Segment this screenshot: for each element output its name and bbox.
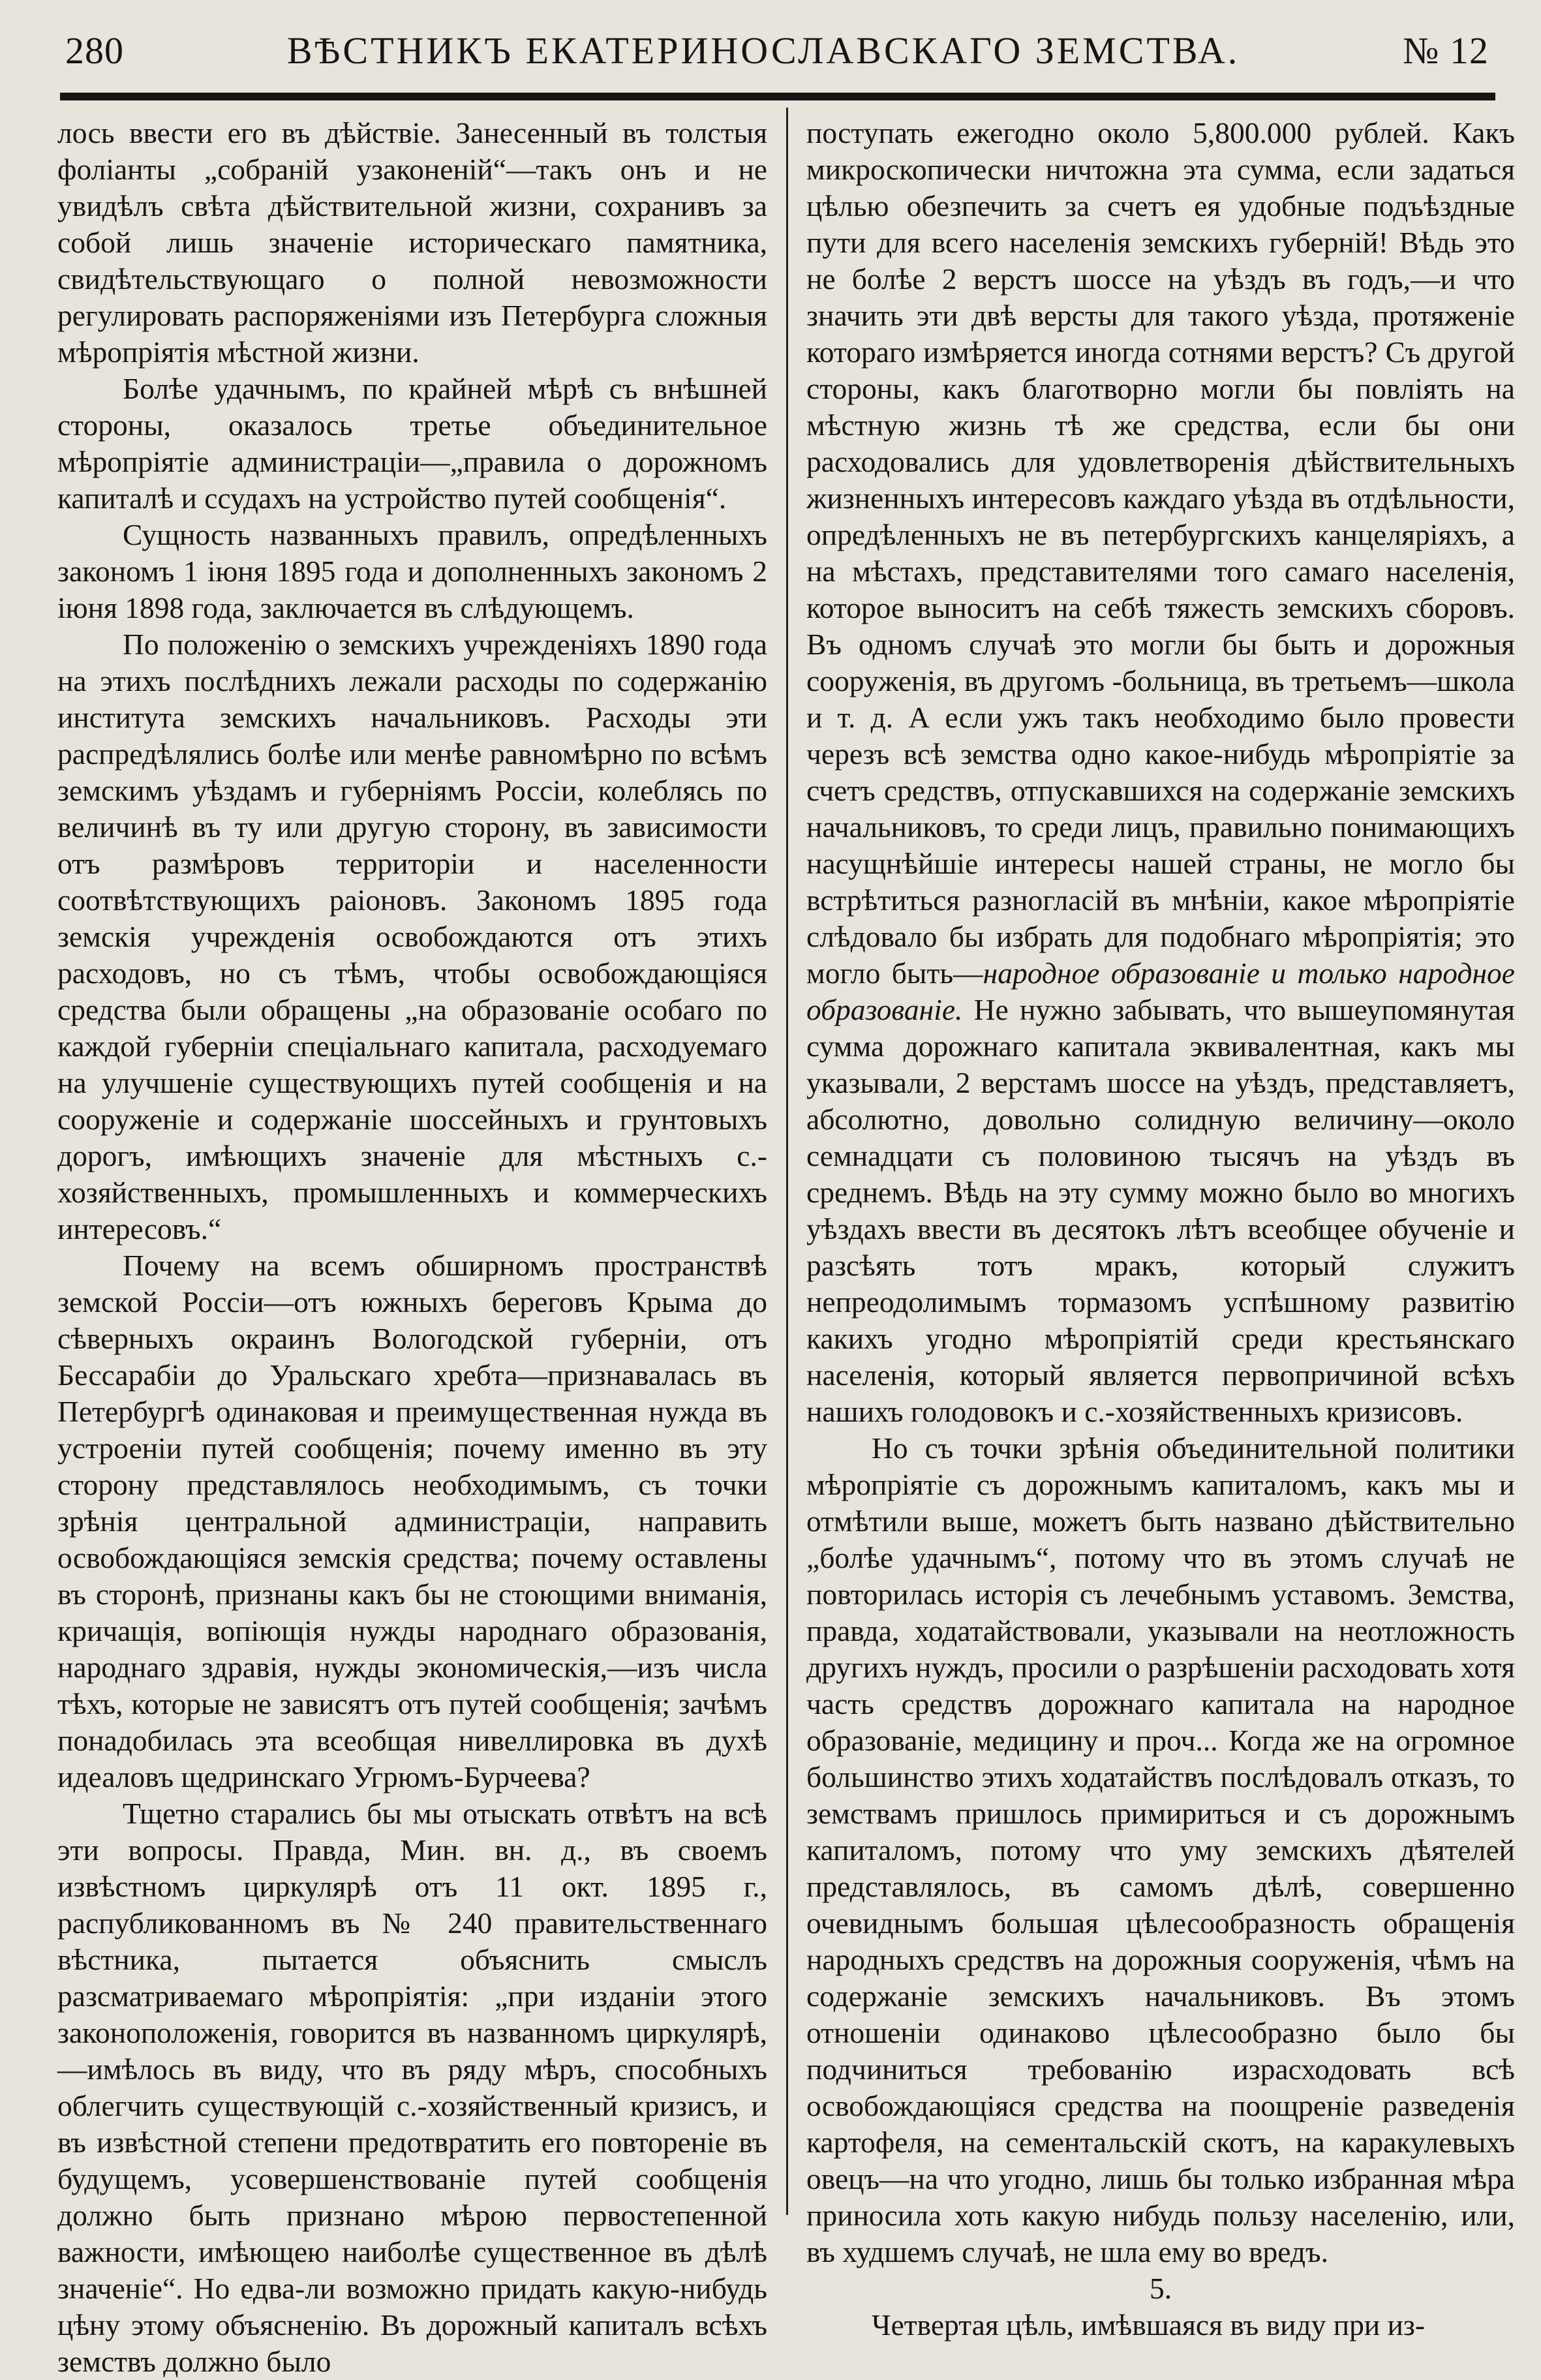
paragraph: Сущность названныхъ правилъ, опредѣленныхъ закономъ 1 іюня 1895 года и дополненныхъ закономъ 2 іюня 1898 года, заключается въ слѣдующемъ. — [57, 518, 767, 624]
section-number: 5. — [1149, 2272, 1172, 2305]
paragraph: Четвертая цѣль, имѣвшаяся въ виду при из- — [872, 2308, 1426, 2342]
paragraph-text: поступать ежегодно около 5,800.000 рублей. Какъ микроскопически ничтожна эта сумма, если задаться цѣлью обезпечить за счетъ ея удобные подъѣздные пути для всего населенія земскихъ губерній! Вѣдь это не болѣе 2 верстъ шоссе на уѣздъ въ годъ,—и что значить эти двѣ версты для такого уѣзда, протяженіе котораго измѣряется иногда сотнями верстъ? Съ другой стороны, какъ благотворно могли бы повліять на мѣстную жизнь тѣ же средства, если бы они расходовались для удовлетворенія дѣйствительныхъ жизненныхъ интересовъ каждаго уѣзда въ отдѣльности, опредѣленныхъ не въ петербургскихъ канцеляріяхъ, а на мѣстахъ, представителями того самаго населенія, которое выноситъ на себѣ тяжесть земскихъ сборовъ. Въ одномъ случаѣ это могли бы быть и дорожныя сооруженія, въ другомъ -больница, въ третьемъ—школа и т. д. А если ужъ такъ необходимо было провести черезъ всѣ земства одно какое-нибудь мѣропріятіе за счетъ средствъ, отпускавшихся на содержаніе земскихъ начальниковъ, то среди лицъ, правильно понимающихъ насущнѣйшіе интересы нашей страны, не могло бы встрѣтиться разногласій въ мнѣніи, какое мѣропріятіе слѣдовало бы избрать для подобнаго мѣропріятія; это могло быть— — [806, 116, 1515, 990]
page-number: 280 — [65, 29, 124, 72]
paragraph — [806, 115, 1515, 1430]
paragraph: Но съ точки зрѣнія объединительной политики мѣропріятіе съ дорожнымъ капиталомъ, какъ мы и отмѣтили выше, можетъ быть названо дѣйствительно „болѣе удачнымъ“, потому что въ этомъ случаѣ не повторилась исторія съ лечебнымъ уставомъ. Земства, правда, ходатайствовали, указывали на неотложность другихъ нуждъ, просили о разрѣшеніи расходовать хотя часть средствъ дорожнаго капитала на народное образованіе, медицину и проч... Когда же на огромное большинство этихъ ходатайствъ послѣдовалъ отказъ, то земствамъ пришлось примириться и съ дорожнымъ капиталомъ, потому что уму земскихъ дѣятелей представлялось, въ самомъ дѣлѣ, совершенно очевиднымъ большая цѣлесообразность обращенія народныхъ средствъ на дорожныя сооруженія, чѣмъ на содержаніе земскихъ начальниковъ. Въ этомъ отношеніи одинаково цѣлесообразно было бы подчиниться требованію израсходовать всѣ освобождающіяся средства на поощреніе разведенія картофеля, на сементальскій скотъ, на каракулевыхъ овецъ—на что угодно, лишь бы только избранная мѣра приносила хоть какую нибудь пользу населенію, или, въ худшемъ случаѣ, не шла ему во вредъ. — [806, 1431, 1515, 2268]
page-header — [65, 14, 1489, 86]
right-column — [806, 115, 1515, 2342]
column-divider — [786, 108, 788, 2215]
paragraph-text: Не нужно забывать, что вышеупомянутая сумма дорожнаго капитала эквивалентная, какъ мы указывали, 2 верстамъ шоссе на уѣздъ, представляетъ, абсолютно, довольно солидную величину—около семнадцати съ половиною тысячъ на уѣздъ въ среднемъ. Вѣдь на эту сумму можно было во многихъ уѣздахъ ввести въ десятокъ лѣтъ всеобщее обученіе и разсѣять тотъ мракъ, который служитъ непреодолимымъ тормазомъ успѣшному развитію какихъ угодно мѣропріятій среди крестьянскаго населенія, который является первопричиной всѣхъ нашихъ голодовокъ и с.-хозяйственныхъ кризисовъ. — [806, 993, 1515, 1428]
journal-title: ВѢСТНИКЪ ЕКАТЕРИНОСЛАВСКАГО ЗЕМСТВА. — [286, 29, 1240, 72]
issue-number: № 12 — [1403, 29, 1489, 72]
header-rule — [60, 93, 1495, 100]
paragraph: Болѣе удачнымъ, по крайней мѣрѣ съ внѣшней стороны, оказалось третье объединительное мѣропріятіе администраціи—„правила о дорожномъ капиталѣ и ссудахъ на устройство путей сообщенія“. — [57, 372, 767, 515]
italic-emphasis: народное образованіе и только народное образованіе. — [806, 956, 1515, 1026]
paragraph: лось ввести его въ дѣйствіе. Занесенный въ толстыя фоліанты „собраній узаконеній“—такъ онъ и не увидѣлъ свѣта дѣйствительной жизни, сохранивъ за собой лишь значеніе историческаго памятника, свидѣтельствующаго о полной невозможности регулировать распоряженіями изъ Петербурга сложныя мѣропріятія мѣстной жизни. — [57, 116, 767, 369]
paragraph: По положенію о земскихъ учрежденіяхъ 1890 года на этихъ послѣднихъ лежали расходы по содержанію института земскихъ начальниковъ. Расходы эти распредѣлялись болѣе или менѣе равномѣрно по всѣмъ земскимъ уѣздамъ и губерніямъ Россіи, колеблясь по величинѣ въ ту или другую сторону, въ зависимости отъ размѣровъ территоріи и населенности соотвѣтствующихъ раіоновъ. Закономъ 1895 года земскія учрежденія освобождаются отъ этихъ расходовъ, но съ тѣмъ, чтобы освобождающіяся средства были обращены „на образованіе особаго по каждой губерніи спеціальнаго капитала, расходуемаго на улучшеніе существующихъ путей сообщенія и на сооруженіе и содержаніе шоссейныхъ и грунтовыхъ дорогъ, имѣющихъ значеніе для мѣстныхъ с.-хозяйственныхъ, промышленныхъ и коммерческихъ интересовъ.“ — [57, 628, 767, 1245]
left-column — [57, 115, 767, 2378]
paragraph: Тщетно старались бы мы отыскать отвѣтъ на всѣ эти вопросы. Правда, Мин. вн. д., въ своемъ извѣстномъ циркулярѣ отъ 11 окт. 1895 г., распубликованномъ въ № 240 правительственнаго вѣстника, пытается объяснить смыслъ разсматриваемаго мѣропріятія: „при изданіи этого законоположенія, говорится въ названномъ циркулярѣ,—имѣлось въ виду, что въ ряду мѣръ, способныхъ облегчить существующій с.-хозяйственный кризисъ, и въ извѣстной степени предотвратить его повтореніе въ будущемъ, усовершенствованіе путей сообщенія должно быть признано мѣрою первостепенной важности, имѣющею наиболѣе существенное въ дѣлѣ значеніе“. Но едва-ли возможно придать какую-нибудь цѣну этому объясненію. Въ дорожный капиталъ всѣхъ земствъ должно было — [57, 1797, 767, 2378]
paragraph: Почему на всемъ обширномъ пространствѣ земской Россіи—отъ южныхъ береговъ Крыма до сѣверныхъ окраинъ Вологодской губерніи, отъ Бессарабіи до Уральскаго хребта—признавалась въ Петербургѣ одинаковая и преимущественная нужда въ устроеніи путей сообщенія; почему именно въ эту сторону представлялось необходимымъ, съ точки зрѣнія центральной администраціи, направить освобождающіяся земскія средства; почему оставлены въ сторонѣ, признаны какъ бы не стоющими вниманія, кричащія, вопіющія нужды народнаго образованія, народнаго здравія, нужды экономическія,—изъ числа тѣхъ, которые не зависятъ отъ путей сообщенія; зачѣмъ понадобилась эта всеобщая нивеллировка въ духѣ идеаловъ щедринскаго Угрюмъ-Бурчеева? — [57, 1249, 767, 1793]
